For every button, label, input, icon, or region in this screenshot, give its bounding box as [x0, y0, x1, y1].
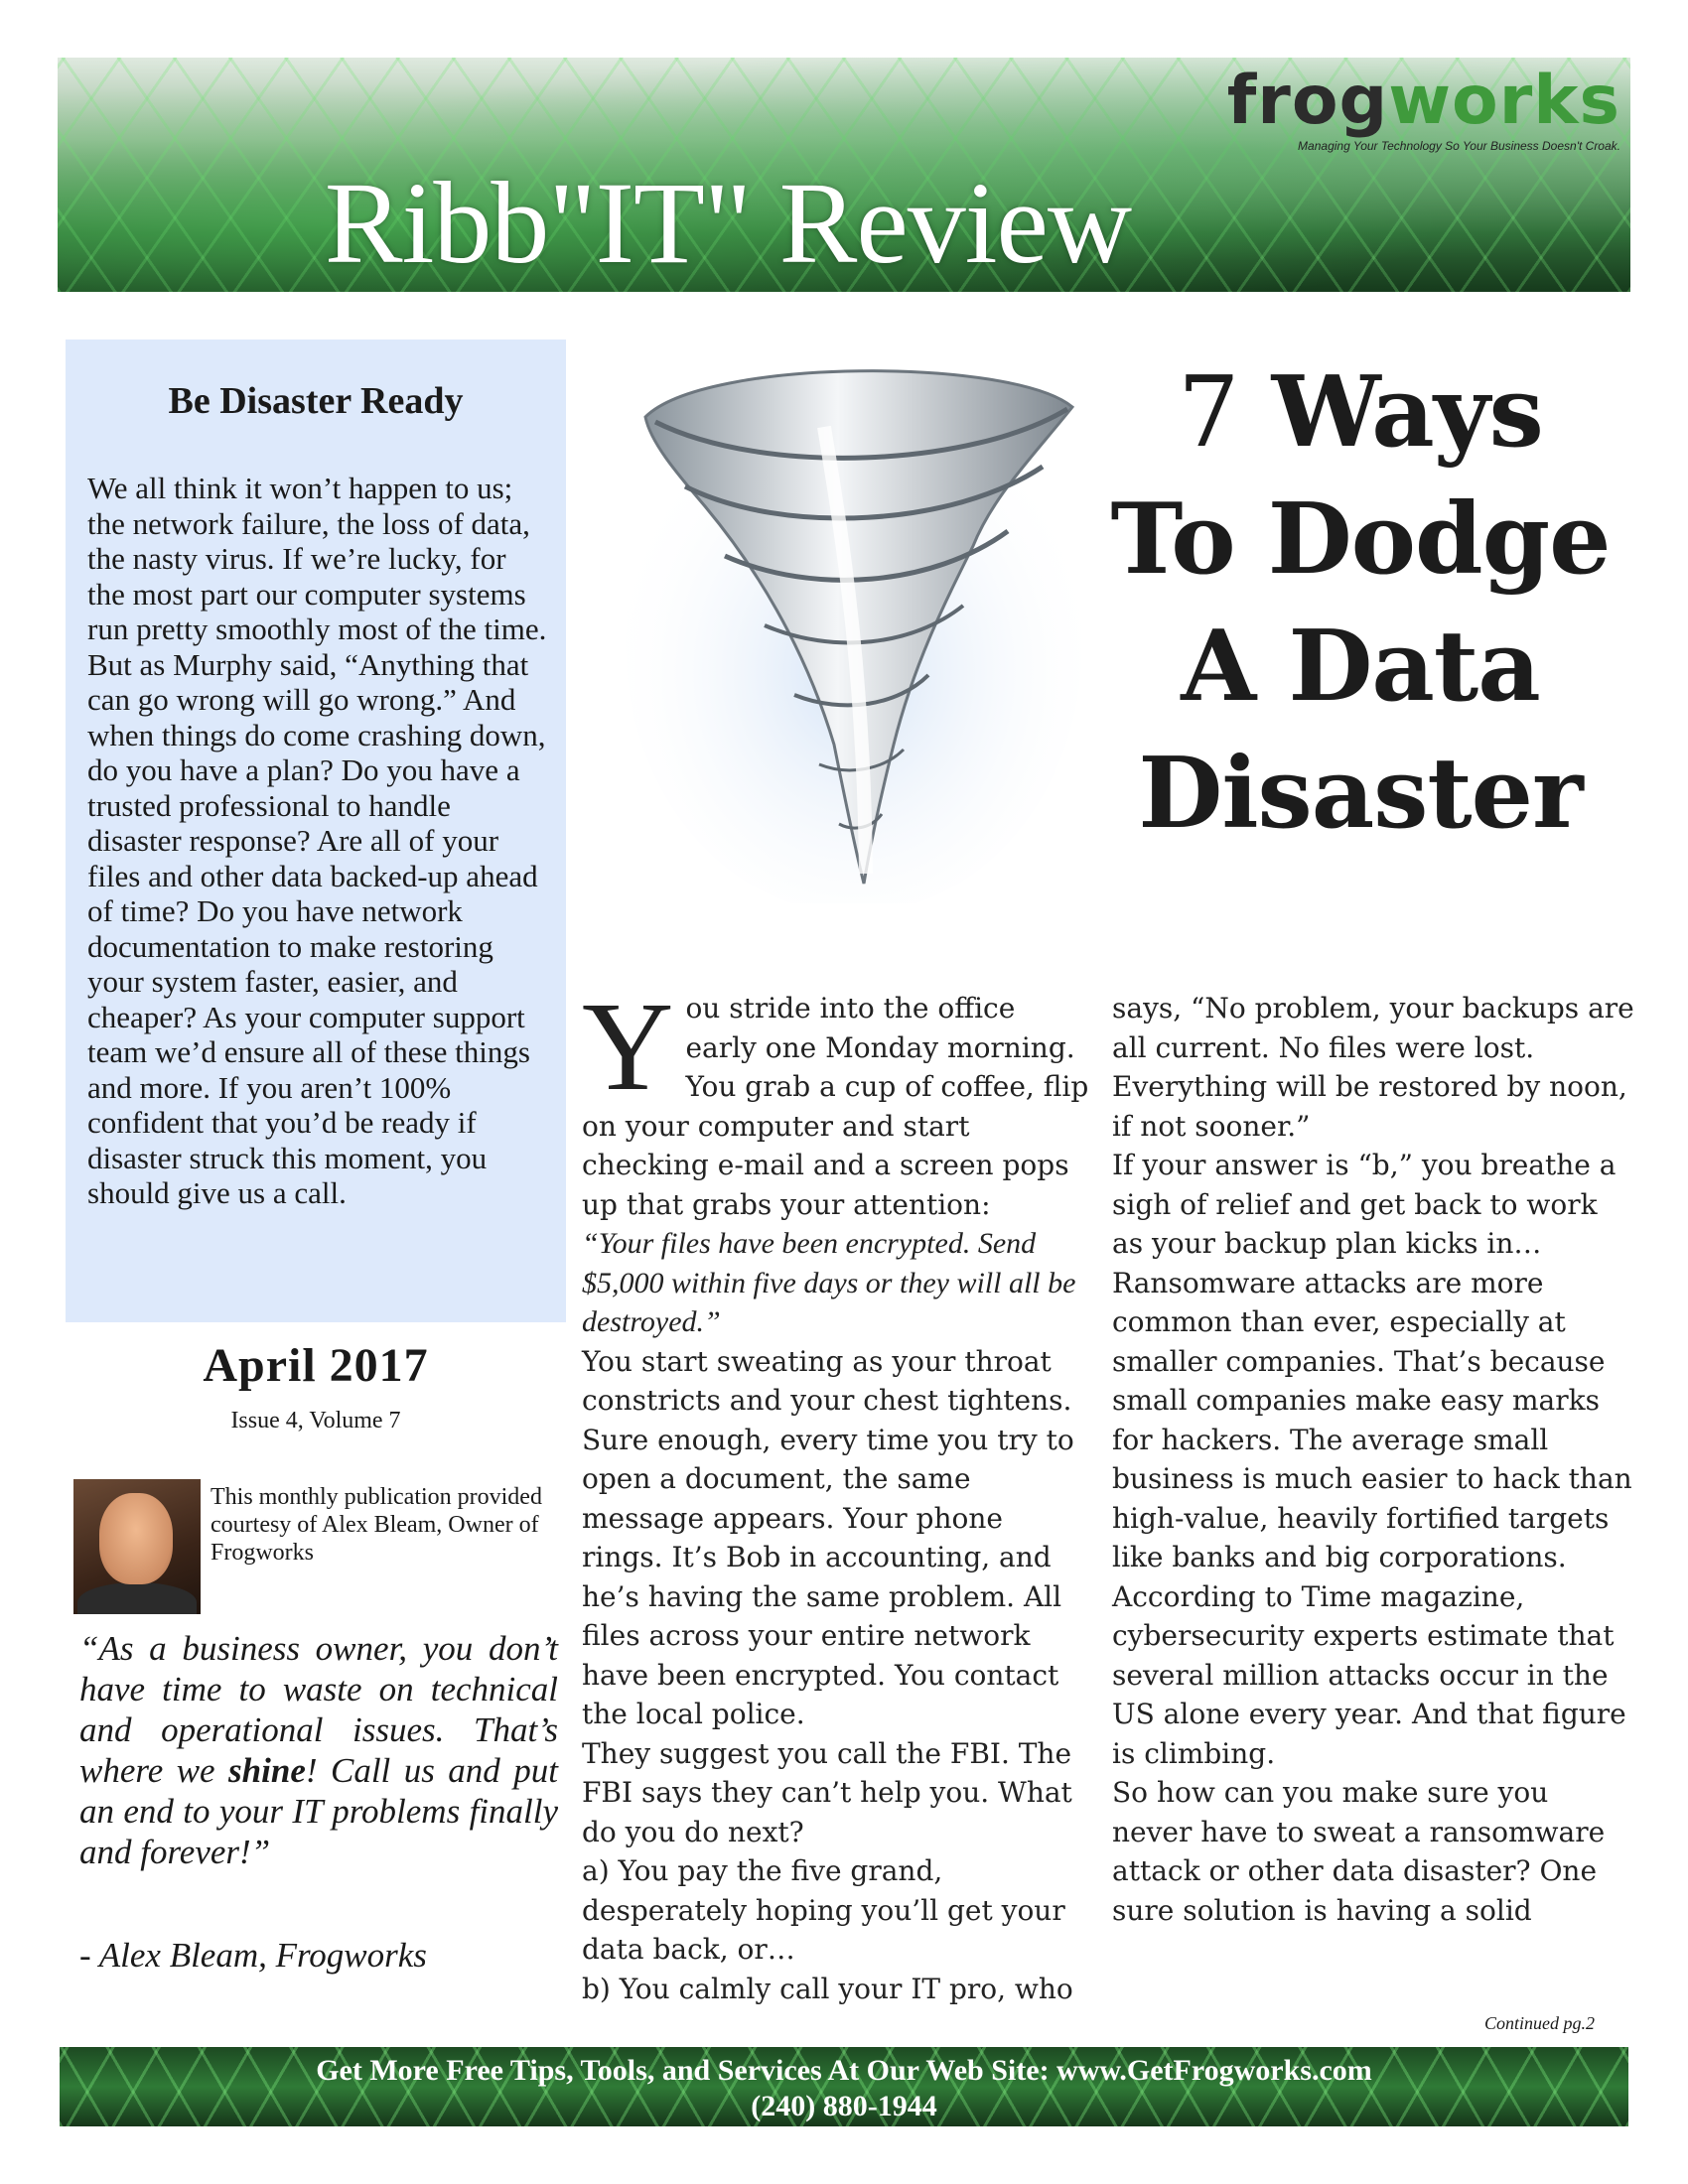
article-option-b: b) You calmly call your IT pro, who: [582, 1972, 1073, 2005]
article-paragraph: So how can you make sure you never have to sweat a ransomware attack or other data disaster? One sure solution is having a solid: [1112, 1776, 1606, 1927]
issue-date: April 2017: [203, 1339, 429, 1392]
tornado-illustration: [616, 347, 1092, 903]
quote-part-1: “As a business owner, you don’t have time to waste on technical and operational issues. That’s where we: [79, 1629, 558, 1790]
article-paragraph: They suggest you call the FBI. The FBI says they can’t help you. What do you do next?: [582, 1736, 1072, 1848]
logo-frog-text: frog: [1226, 62, 1389, 140]
article-column-1: [582, 976, 1090, 2008]
headline-line-1: Ways: [1238, 355, 1543, 470]
article-paragraph: You start sweating as your throat constricts and your chest tightens. Sure enough, every time you try to open a document, the same message appears. Your phone rings. It’s Bob in accounting, and he’s having the same problem. All files across your entire network have been encrypted. You contact the local police.: [582, 1344, 1074, 1730]
logo-tagline: Managing Your Technology So Your Business Doesn't Croak.: [1298, 139, 1620, 153]
article-headline: [1072, 349, 1648, 858]
article-option-a: a) You pay the five grand, desperately hoping you’ll get your data back, or…: [582, 1854, 1065, 1966]
newsletter-title: Ribb"IT" Review: [324, 158, 1132, 288]
owner-quote: [79, 1628, 558, 1872]
footer-banner: [60, 2047, 1628, 2126]
headline-line-3: A Data: [1181, 610, 1540, 724]
ransom-message: “Your files have been encrypted. Send $5,000 within five days or they will all be destroyed.”: [582, 1227, 1076, 1338]
quote-part-2: ! Call us and put an end to your IT problems finally and forever!”: [79, 1751, 558, 1871]
issue-volume: Issue 4, Volume 7: [230, 1408, 401, 1433]
frogworks-logo: [1226, 62, 1620, 153]
sidebox-title: Be Disaster Ready: [168, 380, 464, 422]
author-photo: [73, 1479, 201, 1614]
headline-number: 7: [1178, 356, 1239, 470]
headline-line-4: Disaster: [1138, 737, 1583, 851]
disaster-ready-box: [66, 340, 566, 1322]
publication-credit: This monthly publication provided courtesy of Alex Bleam, Owner of Frogworks: [211, 1484, 542, 1566]
quote-bold-word: shine: [228, 1751, 306, 1790]
continued-note: Continued pg.2: [1484, 2013, 1595, 2033]
article-paragraph: Ransomware attacks are more common than ever, especially at smaller companies. That’s because small companies make easy marks for hackers. The average small business is much easier to hack than high-value, heavily fortified targets like banks and big corporations. According to Time magazine, cybersecurity experts estimate that several million attacks occur in the US alone every year. And that figure is climbing.: [1112, 1266, 1632, 1770]
drop-cap: Y: [582, 976, 674, 1117]
quote-author: - Alex Bleam, Frogworks: [79, 1936, 427, 1975]
masthead-banner: [58, 58, 1630, 292]
sidebox-body: We all think it won’t happen to us; the network failure, the loss of data, the nasty virus. If we’re lucky, for the most part our computer systems run pretty smoothly most of the time. But as Murphy said, “Anything that can go wrong will go wrong.” And when things do come crashing down, do you have a plan? Do you have a trusted professional to handle disaster response? Are all of your files and other data backed-up ahead of time? Do you have network documentation to make restoring your system faster, easier, and cheaper? As your computer support team we’d ensure all of these things and more. If you aren’t 100% confident that you’d be ready if disaster struck this moment, you should give us a call.: [87, 471, 547, 1210]
article-paragraph: ou stride into the office early one Monday morning. You grab a cup of coffee, flip on your computer and start checking e-mail and a screen pops up that grabs your attention:: [582, 992, 1089, 1221]
article-paragraph: If your answer is “b,” you breathe a sigh of relief and get back to work as your backup plan kicks in…: [1112, 1149, 1617, 1260]
article-column-2: [1112, 989, 1636, 1930]
footer-phone[interactable]: (240) 880-1944: [751, 2090, 937, 2122]
logo-works-text: works: [1388, 62, 1620, 140]
article-paragraph: says, “No problem, your backups are all current. No files were lost. Everything will be restored by noon, if not sooner.”: [1112, 992, 1634, 1143]
footer-website-line[interactable]: Get More Free Tips, Tools, and Services At Our Web Site: www.GetFrogworks.com: [316, 2054, 1372, 2087]
headline-line-2: To Dodge: [1110, 482, 1611, 597]
